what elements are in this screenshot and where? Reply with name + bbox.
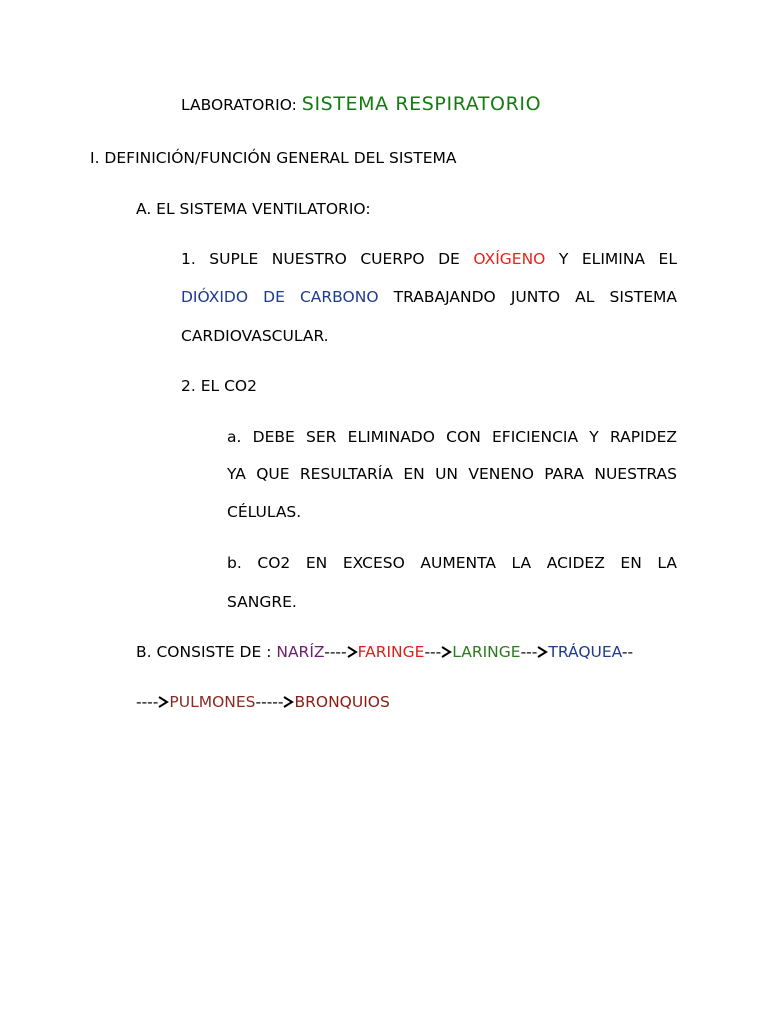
organ-faringe: FARINGE (357, 643, 425, 661)
dash-connector: ---- (324, 643, 347, 661)
organ-nariz: NARÍZ (276, 643, 325, 661)
item-2a-line-1: a. DEBE SER ELIMINADO CON EFICIENCIA Y RAPIDEZ (227, 428, 677, 446)
item-1-line-3: CARDIOVASCULAR. (181, 327, 329, 345)
document-title (181, 94, 541, 115)
dash-connector: -- (621, 643, 634, 661)
title-prefix: LABORATORIO: (181, 96, 297, 114)
arrow-right-icon (347, 643, 358, 663)
subsection-heading-a: A. EL SISTEMA VENTILATORIO: (136, 200, 371, 218)
subsection-b-label: B. CONSISTE DE : (136, 643, 272, 661)
item-2a-line-2: YA QUE RESULTARÍA EN UN VENENO PARA NUESTRAS (227, 465, 677, 483)
oxygen-term: OXÍGENO (473, 250, 546, 268)
dash-connector: ---- (136, 693, 159, 711)
title-main: SISTEMA RESPIRATORIO (301, 93, 542, 115)
co2-term: DIÓXIDO DE CARBONO (181, 288, 379, 306)
subsection-b-line-1 (136, 642, 633, 662)
dash-connector: --- (424, 643, 442, 661)
dash-connector: --- (520, 643, 538, 661)
item-1-text-post: Y ELIMINA EL (558, 250, 677, 268)
item-2a-line-3: CÉLULAS. (227, 503, 302, 521)
item-2b-line-2: SANGRE. (227, 593, 297, 611)
arrow-right-icon (158, 693, 169, 713)
organ-laringe: LARINGE (452, 643, 521, 661)
arrow-right-icon (283, 693, 294, 713)
organ-traquea: TRÁQUEA (548, 643, 622, 661)
item-1-text-pre: 1. SUPLE NUESTRO CUERPO DE (181, 250, 460, 268)
item-2-heading: 2. EL CO2 (181, 377, 257, 395)
arrow-right-icon (441, 643, 452, 663)
item-1-line-2 (181, 287, 677, 307)
dash-connector: ----- (255, 693, 284, 711)
item-1-line-1 (181, 249, 677, 269)
organ-pulmones: PULMONES (169, 693, 256, 711)
item-2b-line-1: b. CO2 EN EXCESO AUMENTA LA ACIDEZ EN LA (227, 554, 677, 572)
organ-bronquios: BRONQUIOS (294, 693, 390, 711)
subsection-b-line-2 (136, 692, 390, 712)
section-heading-i: I. DEFINICIÓN/FUNCIÓN GENERAL DEL SISTEMA (90, 149, 457, 167)
arrow-right-icon (537, 643, 548, 663)
item-1-line-2-text: TRABAJANDO JUNTO AL SISTEMA (393, 288, 677, 306)
